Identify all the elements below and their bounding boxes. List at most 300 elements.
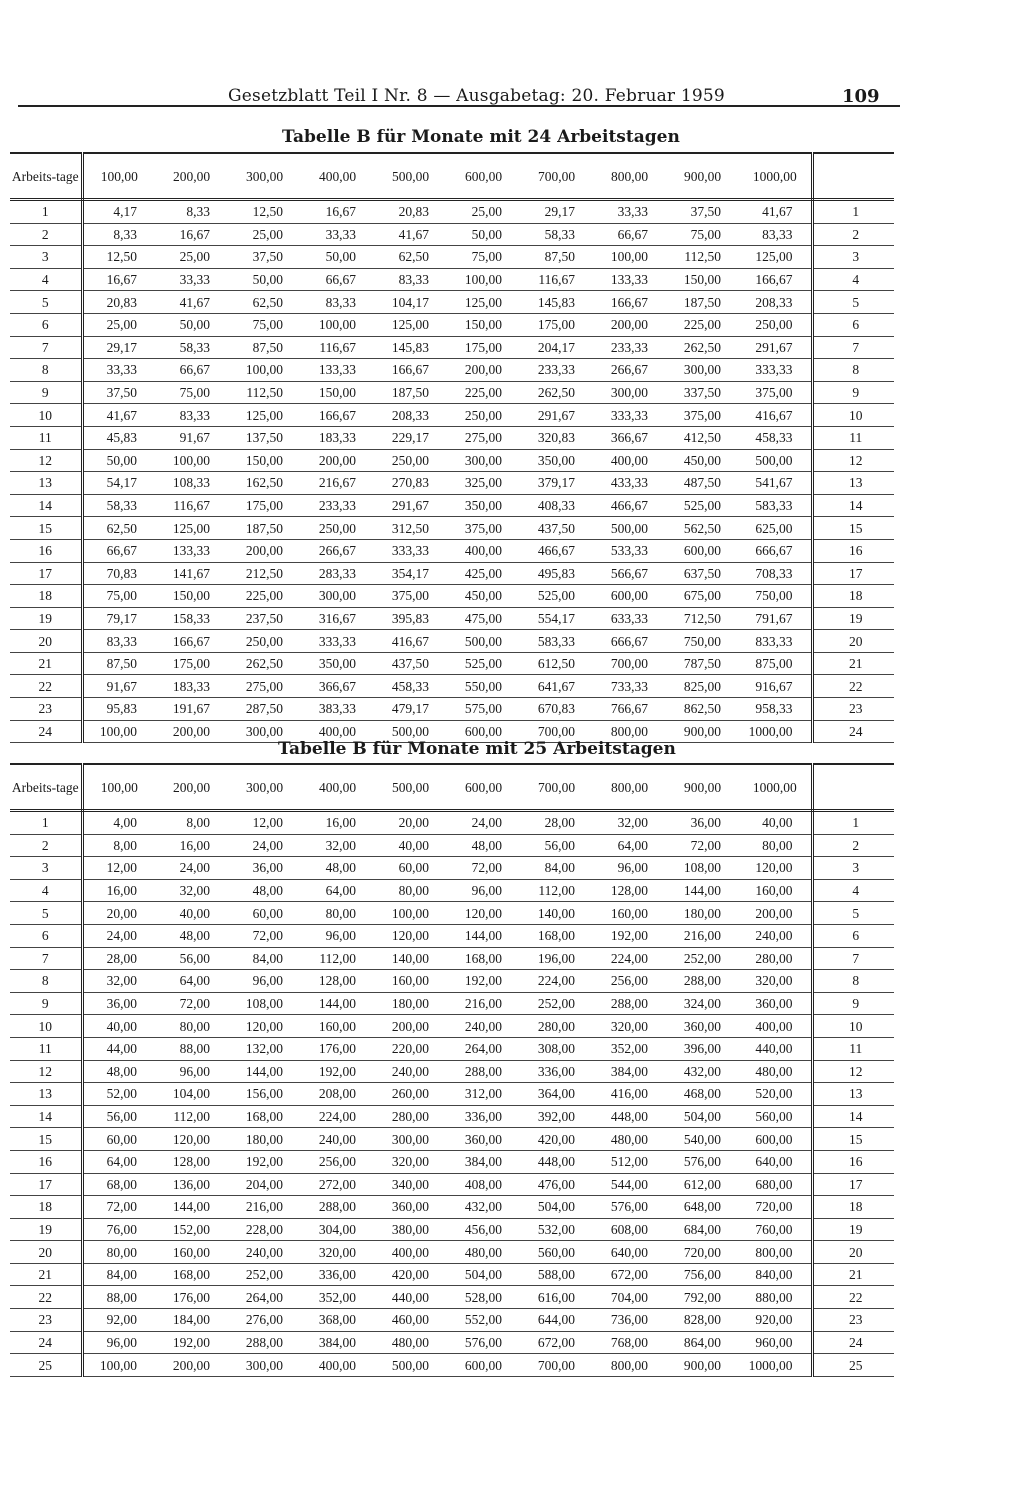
day-column-header: Arbeits-tage: [10, 764, 82, 811]
row-day: 1: [10, 200, 82, 224]
row-day-right: 11: [812, 426, 894, 449]
amount-cell: 480,00: [447, 1241, 520, 1264]
amount-cell: 187,50: [666, 291, 739, 314]
amount-cell: 12,50: [228, 200, 301, 224]
amount-cell: 750,00: [739, 585, 812, 608]
amount-cell: 225,00: [447, 381, 520, 404]
amount-cell: 448,00: [593, 1105, 666, 1128]
amount-cell: 560,00: [739, 1105, 812, 1128]
amount-cell: 552,00: [447, 1309, 520, 1332]
row-day-right: 1: [812, 200, 894, 224]
page-number: 109: [842, 86, 880, 107]
amount-cell: 12,50: [82, 246, 155, 269]
row-day-right: 24: [812, 1331, 894, 1354]
amount-cell: 672,00: [520, 1331, 593, 1354]
amount-cell: 252,00: [228, 1263, 301, 1286]
amount-cell: 72,00: [155, 992, 228, 1015]
amount-cell: 75,00: [228, 313, 301, 336]
amount-cell: 112,50: [666, 246, 739, 269]
amount-cell: 100,00: [301, 313, 374, 336]
amount-cell: 875,00: [739, 652, 812, 675]
amount-cell: 544,00: [593, 1173, 666, 1196]
row-day-right: 4: [812, 268, 894, 291]
row-day-right: 23: [812, 1309, 894, 1332]
table1: [10, 152, 894, 743]
amount-cell: 648,00: [666, 1196, 739, 1219]
row-day: 2: [10, 223, 82, 246]
amount-cell: 180,00: [666, 902, 739, 925]
amount-cell: 252,00: [520, 992, 593, 1015]
table-row: [10, 1083, 894, 1106]
amount-cell: 288,00: [228, 1331, 301, 1354]
amount-cell: 75,00: [447, 246, 520, 269]
amount-cell: 62,50: [374, 246, 447, 269]
amount-cell: 644,00: [520, 1309, 593, 1332]
row-day: 18: [10, 585, 82, 608]
row-day: 6: [10, 313, 82, 336]
amount-cell: 40,00: [82, 1015, 155, 1038]
amount-column-header: 900,00: [666, 764, 739, 811]
amount-cell: 216,00: [666, 924, 739, 947]
table-row: [10, 494, 894, 517]
amount-column-header: 600,00: [447, 764, 520, 811]
row-day-right: 3: [812, 857, 894, 880]
amount-cell: 366,67: [301, 675, 374, 698]
amount-cell: 83,33: [82, 630, 155, 653]
amount-cell: 450,00: [666, 449, 739, 472]
amount-cell: 116,67: [520, 268, 593, 291]
amount-cell: 600,00: [739, 1128, 812, 1151]
amount-cell: 366,67: [593, 426, 666, 449]
row-day: 21: [10, 652, 82, 675]
amount-cell: 66,67: [155, 359, 228, 382]
row-day: 17: [10, 562, 82, 585]
row-day-right: 19: [812, 1218, 894, 1241]
amount-cell: 264,00: [447, 1037, 520, 1060]
table-row: [10, 924, 894, 947]
amount-cell: 240,00: [228, 1241, 301, 1264]
table-row: [10, 857, 894, 880]
row-day: 24: [10, 720, 82, 743]
amount-cell: 704,00: [593, 1286, 666, 1309]
amount-cell: 416,67: [374, 630, 447, 653]
amount-cell: 200,00: [447, 359, 520, 382]
amount-cell: 24,00: [228, 834, 301, 857]
amount-cell: 50,00: [155, 313, 228, 336]
amount-cell: 433,33: [593, 472, 666, 495]
amount-cell: 375,00: [374, 585, 447, 608]
amount-cell: 160,00: [155, 1241, 228, 1264]
amount-cell: 80,00: [374, 879, 447, 902]
amount-cell: 266,67: [301, 539, 374, 562]
amount-cell: 756,00: [666, 1263, 739, 1286]
amount-cell: 87,50: [228, 336, 301, 359]
amount-cell: 180,00: [228, 1128, 301, 1151]
amount-cell: 900,00: [666, 1354, 739, 1377]
amount-cell: 16,67: [82, 268, 155, 291]
amount-cell: 72,00: [666, 834, 739, 857]
amount-cell: 125,00: [447, 291, 520, 314]
amount-cell: 50,00: [82, 449, 155, 472]
amount-cell: 700,00: [520, 1354, 593, 1377]
row-day-right: 7: [812, 947, 894, 970]
row-day: 16: [10, 539, 82, 562]
row-day-right: 11: [812, 1037, 894, 1060]
row-day: 5: [10, 902, 82, 925]
amount-cell: 100,00: [82, 1354, 155, 1377]
amount-cell: 432,00: [666, 1060, 739, 1083]
amount-cell: 183,33: [301, 426, 374, 449]
amount-column-header: 300,00: [228, 764, 301, 811]
amount-cell: 32,00: [82, 970, 155, 993]
amount-cell: 212,50: [228, 562, 301, 585]
amount-cell: 37,50: [82, 381, 155, 404]
row-day-right: 14: [812, 494, 894, 517]
amount-cell: 175,00: [520, 313, 593, 336]
row-day-right: 9: [812, 992, 894, 1015]
amount-cell: 28,00: [82, 947, 155, 970]
amount-cell: 33,33: [301, 223, 374, 246]
amount-cell: 479,17: [374, 698, 447, 721]
amount-cell: 360,00: [666, 1015, 739, 1038]
table-row: [10, 1354, 894, 1377]
amount-cell: 40,00: [155, 902, 228, 925]
row-day-right: 3: [812, 246, 894, 269]
table-row: [10, 1173, 894, 1196]
amount-cell: 96,00: [301, 924, 374, 947]
amount-cell: 320,00: [739, 970, 812, 993]
amount-cell: 88,00: [155, 1037, 228, 1060]
amount-cell: 96,00: [593, 857, 666, 880]
amount-cell: 672,00: [593, 1263, 666, 1286]
amount-cell: 83,33: [155, 404, 228, 427]
amount-cell: 120,00: [739, 857, 812, 880]
amount-column-header: 400,00: [301, 764, 374, 811]
amount-cell: 400,00: [739, 1015, 812, 1038]
amount-cell: 40,00: [739, 811, 812, 835]
amount-cell: 25,00: [447, 200, 520, 224]
amount-column-header: 1000,00: [739, 764, 812, 811]
amount-cell: 50,00: [447, 223, 520, 246]
amount-cell: 228,00: [228, 1218, 301, 1241]
row-day: 4: [10, 268, 82, 291]
amount-cell: 700,00: [520, 720, 593, 743]
amount-cell: 20,83: [82, 291, 155, 314]
amount-cell: 166,67: [739, 268, 812, 291]
amount-column-header: 200,00: [155, 764, 228, 811]
amount-cell: 300,00: [301, 585, 374, 608]
row-day-right: 18: [812, 585, 894, 608]
amount-cell: 233,33: [593, 336, 666, 359]
amount-cell: 395,83: [374, 607, 447, 630]
amount-cell: 680,00: [739, 1173, 812, 1196]
table2-title: Tabelle B für Monate mit 25 Arbeitstagen: [278, 739, 676, 759]
amount-cell: 675,00: [666, 585, 739, 608]
amount-cell: 600,00: [447, 1354, 520, 1377]
amount-cell: 20,00: [374, 811, 447, 835]
amount-cell: 108,00: [228, 992, 301, 1015]
amount-cell: 712,50: [666, 607, 739, 630]
amount-cell: 240,00: [739, 924, 812, 947]
amount-cell: 400,00: [301, 1354, 374, 1377]
amount-cell: 62,50: [82, 517, 155, 540]
amount-cell: 408,00: [447, 1173, 520, 1196]
amount-cell: 25,00: [82, 313, 155, 336]
amount-cell: 448,00: [520, 1150, 593, 1173]
table-row: [10, 1286, 894, 1309]
amount-cell: 880,00: [739, 1286, 812, 1309]
amount-cell: 736,00: [593, 1309, 666, 1332]
right-day-column-header: [812, 764, 894, 811]
amount-cell: 116,67: [155, 494, 228, 517]
amount-cell: 176,00: [155, 1286, 228, 1309]
amount-cell: 25,00: [155, 246, 228, 269]
amount-cell: 460,00: [374, 1309, 447, 1332]
amount-cell: 275,00: [447, 426, 520, 449]
amount-cell: 80,00: [155, 1015, 228, 1038]
amount-cell: 60,00: [228, 902, 301, 925]
amount-cell: 208,00: [301, 1083, 374, 1106]
amount-cell: 229,17: [374, 426, 447, 449]
amount-cell: 480,00: [739, 1060, 812, 1083]
amount-cell: 300,00: [666, 359, 739, 382]
table2-header-row: [10, 764, 894, 811]
amount-cell: 191,67: [155, 698, 228, 721]
amount-cell: 512,00: [593, 1150, 666, 1173]
row-day-right: 5: [812, 902, 894, 925]
amount-cell: 224,00: [301, 1105, 374, 1128]
amount-cell: 96,00: [155, 1060, 228, 1083]
amount-cell: 140,00: [520, 902, 593, 925]
amount-cell: 316,67: [301, 607, 374, 630]
amount-cell: 487,50: [666, 472, 739, 495]
amount-cell: 396,00: [666, 1037, 739, 1060]
amount-cell: 468,00: [666, 1083, 739, 1106]
amount-cell: 166,67: [301, 404, 374, 427]
row-day: 22: [10, 675, 82, 698]
amount-cell: 324,00: [666, 992, 739, 1015]
amount-cell: 416,67: [739, 404, 812, 427]
amount-cell: 684,00: [666, 1218, 739, 1241]
header-title: Gesetzblatt Teil I Nr. 8 — Ausgabetag: 20. Februar 1959: [228, 86, 725, 106]
amount-cell: 25,00: [228, 223, 301, 246]
row-day: 6: [10, 924, 82, 947]
amount-column-header: 1000,00: [739, 153, 812, 200]
amount-cell: 272,00: [301, 1173, 374, 1196]
row-day-right: 16: [812, 1150, 894, 1173]
row-day-right: 13: [812, 472, 894, 495]
amount-cell: 466,67: [593, 494, 666, 517]
amount-cell: 291,67: [374, 494, 447, 517]
amount-cell: 566,67: [593, 562, 666, 585]
row-day-right: 10: [812, 1015, 894, 1038]
amount-cell: 700,00: [593, 652, 666, 675]
amount-cell: 768,00: [593, 1331, 666, 1354]
row-day-right: 22: [812, 1286, 894, 1309]
row-day-right: 7: [812, 336, 894, 359]
amount-cell: 128,00: [155, 1150, 228, 1173]
table-row: [10, 992, 894, 1015]
amount-cell: 96,00: [447, 879, 520, 902]
amount-cell: 216,67: [301, 472, 374, 495]
amount-cell: 33,33: [593, 200, 666, 224]
row-day-right: 18: [812, 1196, 894, 1219]
amount-cell: 500,00: [447, 630, 520, 653]
row-day: 15: [10, 1128, 82, 1151]
row-day-right: 20: [812, 1241, 894, 1264]
amount-cell: 64,00: [155, 970, 228, 993]
amount-cell: 133,33: [301, 359, 374, 382]
amount-cell: 200,00: [374, 1015, 447, 1038]
amount-cell: 288,00: [666, 970, 739, 993]
row-day: 14: [10, 494, 82, 517]
amount-cell: 560,00: [520, 1241, 593, 1264]
row-day-right: 20: [812, 630, 894, 653]
amount-cell: 368,00: [301, 1309, 374, 1332]
amount-cell: 350,00: [301, 652, 374, 675]
amount-cell: 41,67: [82, 404, 155, 427]
amount-cell: 262,50: [228, 652, 301, 675]
row-day: 5: [10, 291, 82, 314]
amount-cell: 333,33: [301, 630, 374, 653]
amount-cell: 200,00: [739, 902, 812, 925]
amount-cell: 666,67: [739, 539, 812, 562]
amount-column-header: 300,00: [228, 153, 301, 200]
amount-cell: 175,00: [155, 652, 228, 675]
table-row: [10, 426, 894, 449]
amount-cell: 960,00: [739, 1331, 812, 1354]
amount-cell: 37,50: [666, 200, 739, 224]
row-day-right: 8: [812, 359, 894, 382]
amount-cell: 60,00: [374, 857, 447, 880]
amount-cell: 250,00: [739, 313, 812, 336]
amount-cell: 787,50: [666, 652, 739, 675]
table-row: [10, 879, 894, 902]
amount-column-header: 600,00: [447, 153, 520, 200]
amount-cell: 66,67: [301, 268, 374, 291]
amount-cell: 437,50: [520, 517, 593, 540]
amount-cell: 133,33: [593, 268, 666, 291]
amount-cell: 504,00: [447, 1263, 520, 1286]
amount-cell: 72,00: [82, 1196, 155, 1219]
amount-cell: 500,00: [739, 449, 812, 472]
amount-cell: 300,00: [374, 1128, 447, 1151]
amount-cell: 156,00: [228, 1083, 301, 1106]
amount-column-header: 200,00: [155, 153, 228, 200]
row-day: 8: [10, 359, 82, 382]
amount-cell: 720,00: [739, 1196, 812, 1219]
amount-cell: 150,00: [666, 268, 739, 291]
amount-cell: 87,50: [520, 246, 593, 269]
amount-cell: 600,00: [593, 585, 666, 608]
amount-cell: 480,00: [374, 1331, 447, 1354]
amount-cell: 250,00: [301, 517, 374, 540]
amount-cell: 20,00: [82, 902, 155, 925]
amount-cell: 56,00: [82, 1105, 155, 1128]
amount-cell: 144,00: [666, 879, 739, 902]
amount-cell: 766,67: [593, 698, 666, 721]
amount-cell: 137,50: [228, 426, 301, 449]
amount-cell: 132,00: [228, 1037, 301, 1060]
amount-cell: 8,33: [82, 223, 155, 246]
amount-cell: 125,00: [228, 404, 301, 427]
amount-cell: 375,00: [447, 517, 520, 540]
row-day: 1: [10, 811, 82, 835]
row-day-right: 9: [812, 381, 894, 404]
amount-cell: 200,00: [301, 449, 374, 472]
amount-cell: 136,00: [155, 1173, 228, 1196]
amount-cell: 384,00: [301, 1331, 374, 1354]
amount-cell: 12,00: [228, 811, 301, 835]
row-day: 4: [10, 879, 82, 902]
amount-cell: 504,00: [666, 1105, 739, 1128]
amount-column-header: 100,00: [82, 764, 155, 811]
table-row: [10, 200, 894, 224]
amount-cell: 208,33: [374, 404, 447, 427]
table-row: [10, 811, 894, 835]
amount-cell: 320,00: [301, 1241, 374, 1264]
amount-cell: 291,67: [520, 404, 593, 427]
amount-cell: 56,00: [155, 947, 228, 970]
row-day: 25: [10, 1354, 82, 1377]
amount-cell: 616,00: [520, 1286, 593, 1309]
amount-cell: 220,00: [374, 1037, 447, 1060]
row-day: 13: [10, 472, 82, 495]
amount-cell: 520,00: [739, 1083, 812, 1106]
amount-cell: 166,67: [593, 291, 666, 314]
row-day: 7: [10, 336, 82, 359]
row-day-right: 21: [812, 652, 894, 675]
amount-cell: 260,00: [374, 1083, 447, 1106]
amount-cell: 16,00: [155, 834, 228, 857]
amount-cell: 120,00: [228, 1015, 301, 1038]
amount-cell: 216,00: [228, 1196, 301, 1219]
amount-cell: 184,00: [155, 1309, 228, 1332]
amount-cell: 12,00: [82, 857, 155, 880]
amount-cell: 384,00: [593, 1060, 666, 1083]
amount-cell: 641,67: [520, 675, 593, 698]
amount-cell: 96,00: [228, 970, 301, 993]
amount-cell: 80,00: [301, 902, 374, 925]
amount-cell: 225,00: [666, 313, 739, 336]
amount-cell: 554,17: [520, 607, 593, 630]
amount-cell: 45,83: [82, 426, 155, 449]
amount-cell: 208,33: [739, 291, 812, 314]
amount-cell: 83,33: [374, 268, 447, 291]
amount-cell: 233,33: [520, 359, 593, 382]
amount-cell: 375,00: [666, 404, 739, 427]
amount-cell: 200,00: [228, 539, 301, 562]
amount-cell: 308,00: [520, 1037, 593, 1060]
amount-cell: 325,00: [447, 472, 520, 495]
amount-cell: 576,00: [666, 1150, 739, 1173]
amount-cell: 640,00: [593, 1241, 666, 1264]
row-day-right: 17: [812, 562, 894, 585]
row-day-right: 1: [812, 811, 894, 835]
amount-cell: 916,67: [739, 675, 812, 698]
amount-cell: 300,00: [593, 381, 666, 404]
amount-cell: 825,00: [666, 675, 739, 698]
amount-cell: 41,67: [155, 291, 228, 314]
amount-cell: 720,00: [666, 1241, 739, 1264]
table1-header-row: [10, 153, 894, 200]
row-day: 9: [10, 992, 82, 1015]
amount-cell: 29,17: [520, 200, 593, 224]
amount-cell: 80,00: [82, 1241, 155, 1264]
amount-cell: 300,00: [228, 720, 301, 743]
amount-cell: 262,50: [520, 381, 593, 404]
amount-cell: 28,00: [520, 811, 593, 835]
